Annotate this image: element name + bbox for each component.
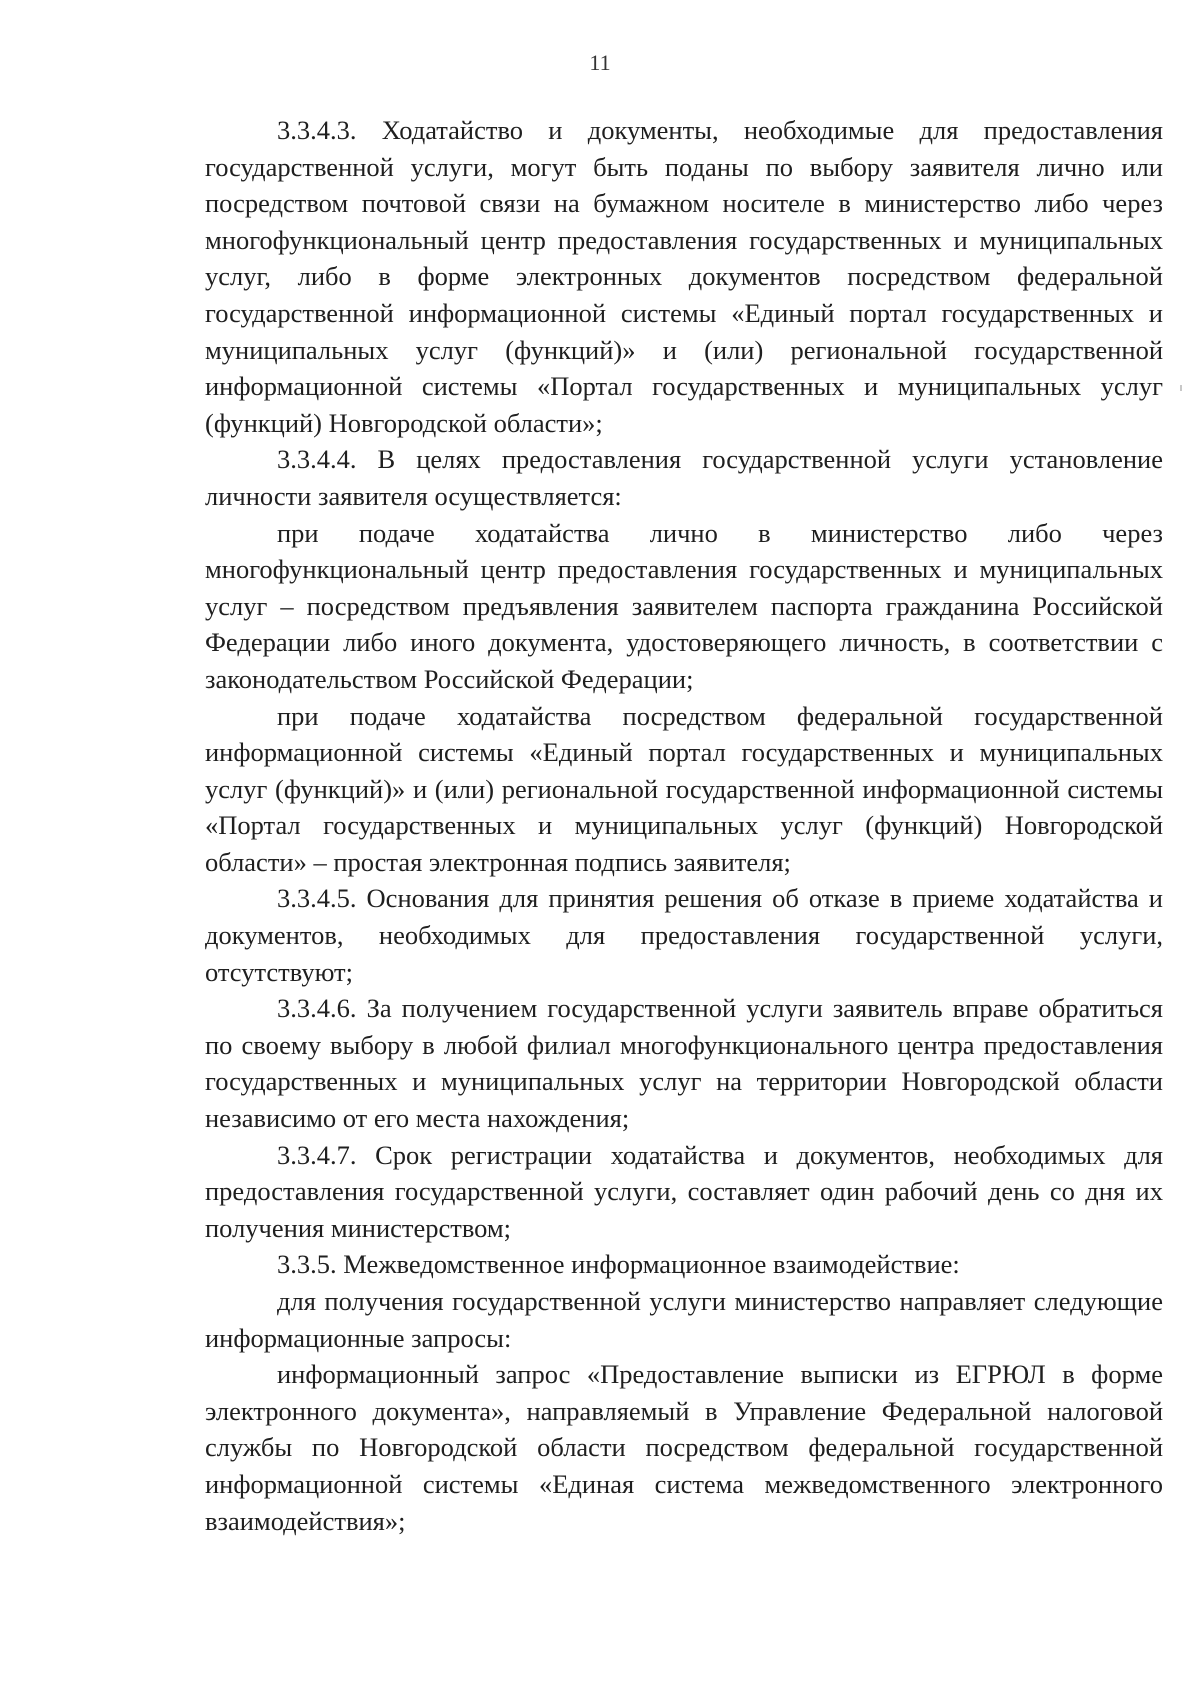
- paragraph-information-requests: для получения государственной услуги министерство направляет следующие информационные запросы:: [205, 1286, 1163, 1353]
- page-number: 11: [589, 50, 611, 75]
- scan-mark: [1180, 385, 1182, 391]
- document-body: [205, 112, 1163, 1539]
- paragraph-3-3-4-7: 3.3.4.7. Срок регистрации ходатайства и документов, необходимых для предоставления государственной услуги, составляет один рабочий день со дня их получения министерством;: [205, 1139, 1163, 1243]
- paragraph-3-3-4-4: 3.3.4.4. В целях предоставления государственной услуги установление личности заявителя осуществляется:: [205, 444, 1163, 511]
- paragraph-3-3-4-6: 3.3.4.6. За получением государственной услуги заявитель вправе обратиться по своему выбору в любой филиал многофункционального центра предоставления государственных и муниципальных услуг на территории Новгородской области независимо от его места нахождения;: [205, 993, 1163, 1134]
- paragraph-egrul-request: информационный запрос «Предоставление выписки из ЕГРЮЛ в форме электронного документа», направляемый в Управление Федеральной налоговой службы по Новгородской области посредством федеральной государственной информационной системы «Единая система межведомственного электронного взаимодействия»;: [205, 1359, 1163, 1536]
- paragraph-in-person-submission: при подаче ходатайства лично в министерство либо через многофункциональный центр предоставления государственных и муниципальных услуг – посредством предъявления заявителем паспорта гражданина Российской Федерации либо иного документа, удостоверяющего личность, в соответствии с законодательством Российской Федерации;: [205, 517, 1163, 694]
- paragraph-electronic-submission: при подаче ходатайства посредством федеральной государственной информационной системы «Единый портал государственных и муниципальных услуг (функций)» и (или) региональной государственной информационной системы «Портал государственных и муниципальных услуг (функций) Новгородской области» – простая электронная подпись заявителя;: [205, 700, 1163, 877]
- paragraph-3-3-4-3: 3.3.4.3. Ходатайство и документы, необходимые для предоставления государственной услуги, могут быть поданы по выбору заявителя лично или посредством почтовой связи на бумажном носителе в министерство либо через многофункциональный центр предоставления государственных и муниципальных услуг, либо в форме электронных документов посредством федеральной государственной информационной системы «Единый портал государственных и муниципальных услуг (функций)» и (или) региональной государственной информационной системы «Портал государственных и муниципальных услуг (функций) Новгородской области»;: [205, 115, 1163, 438]
- paragraph-3-3-5: 3.3.5. Межведомственное информационное взаимодействие:: [277, 1249, 960, 1280]
- paragraph-3-3-4-5: 3.3.4.5. Основания для принятия решения об отказе в приеме ходатайства и документов, необходимых для предоставления государственной услуги, отсутствуют;: [205, 883, 1163, 987]
